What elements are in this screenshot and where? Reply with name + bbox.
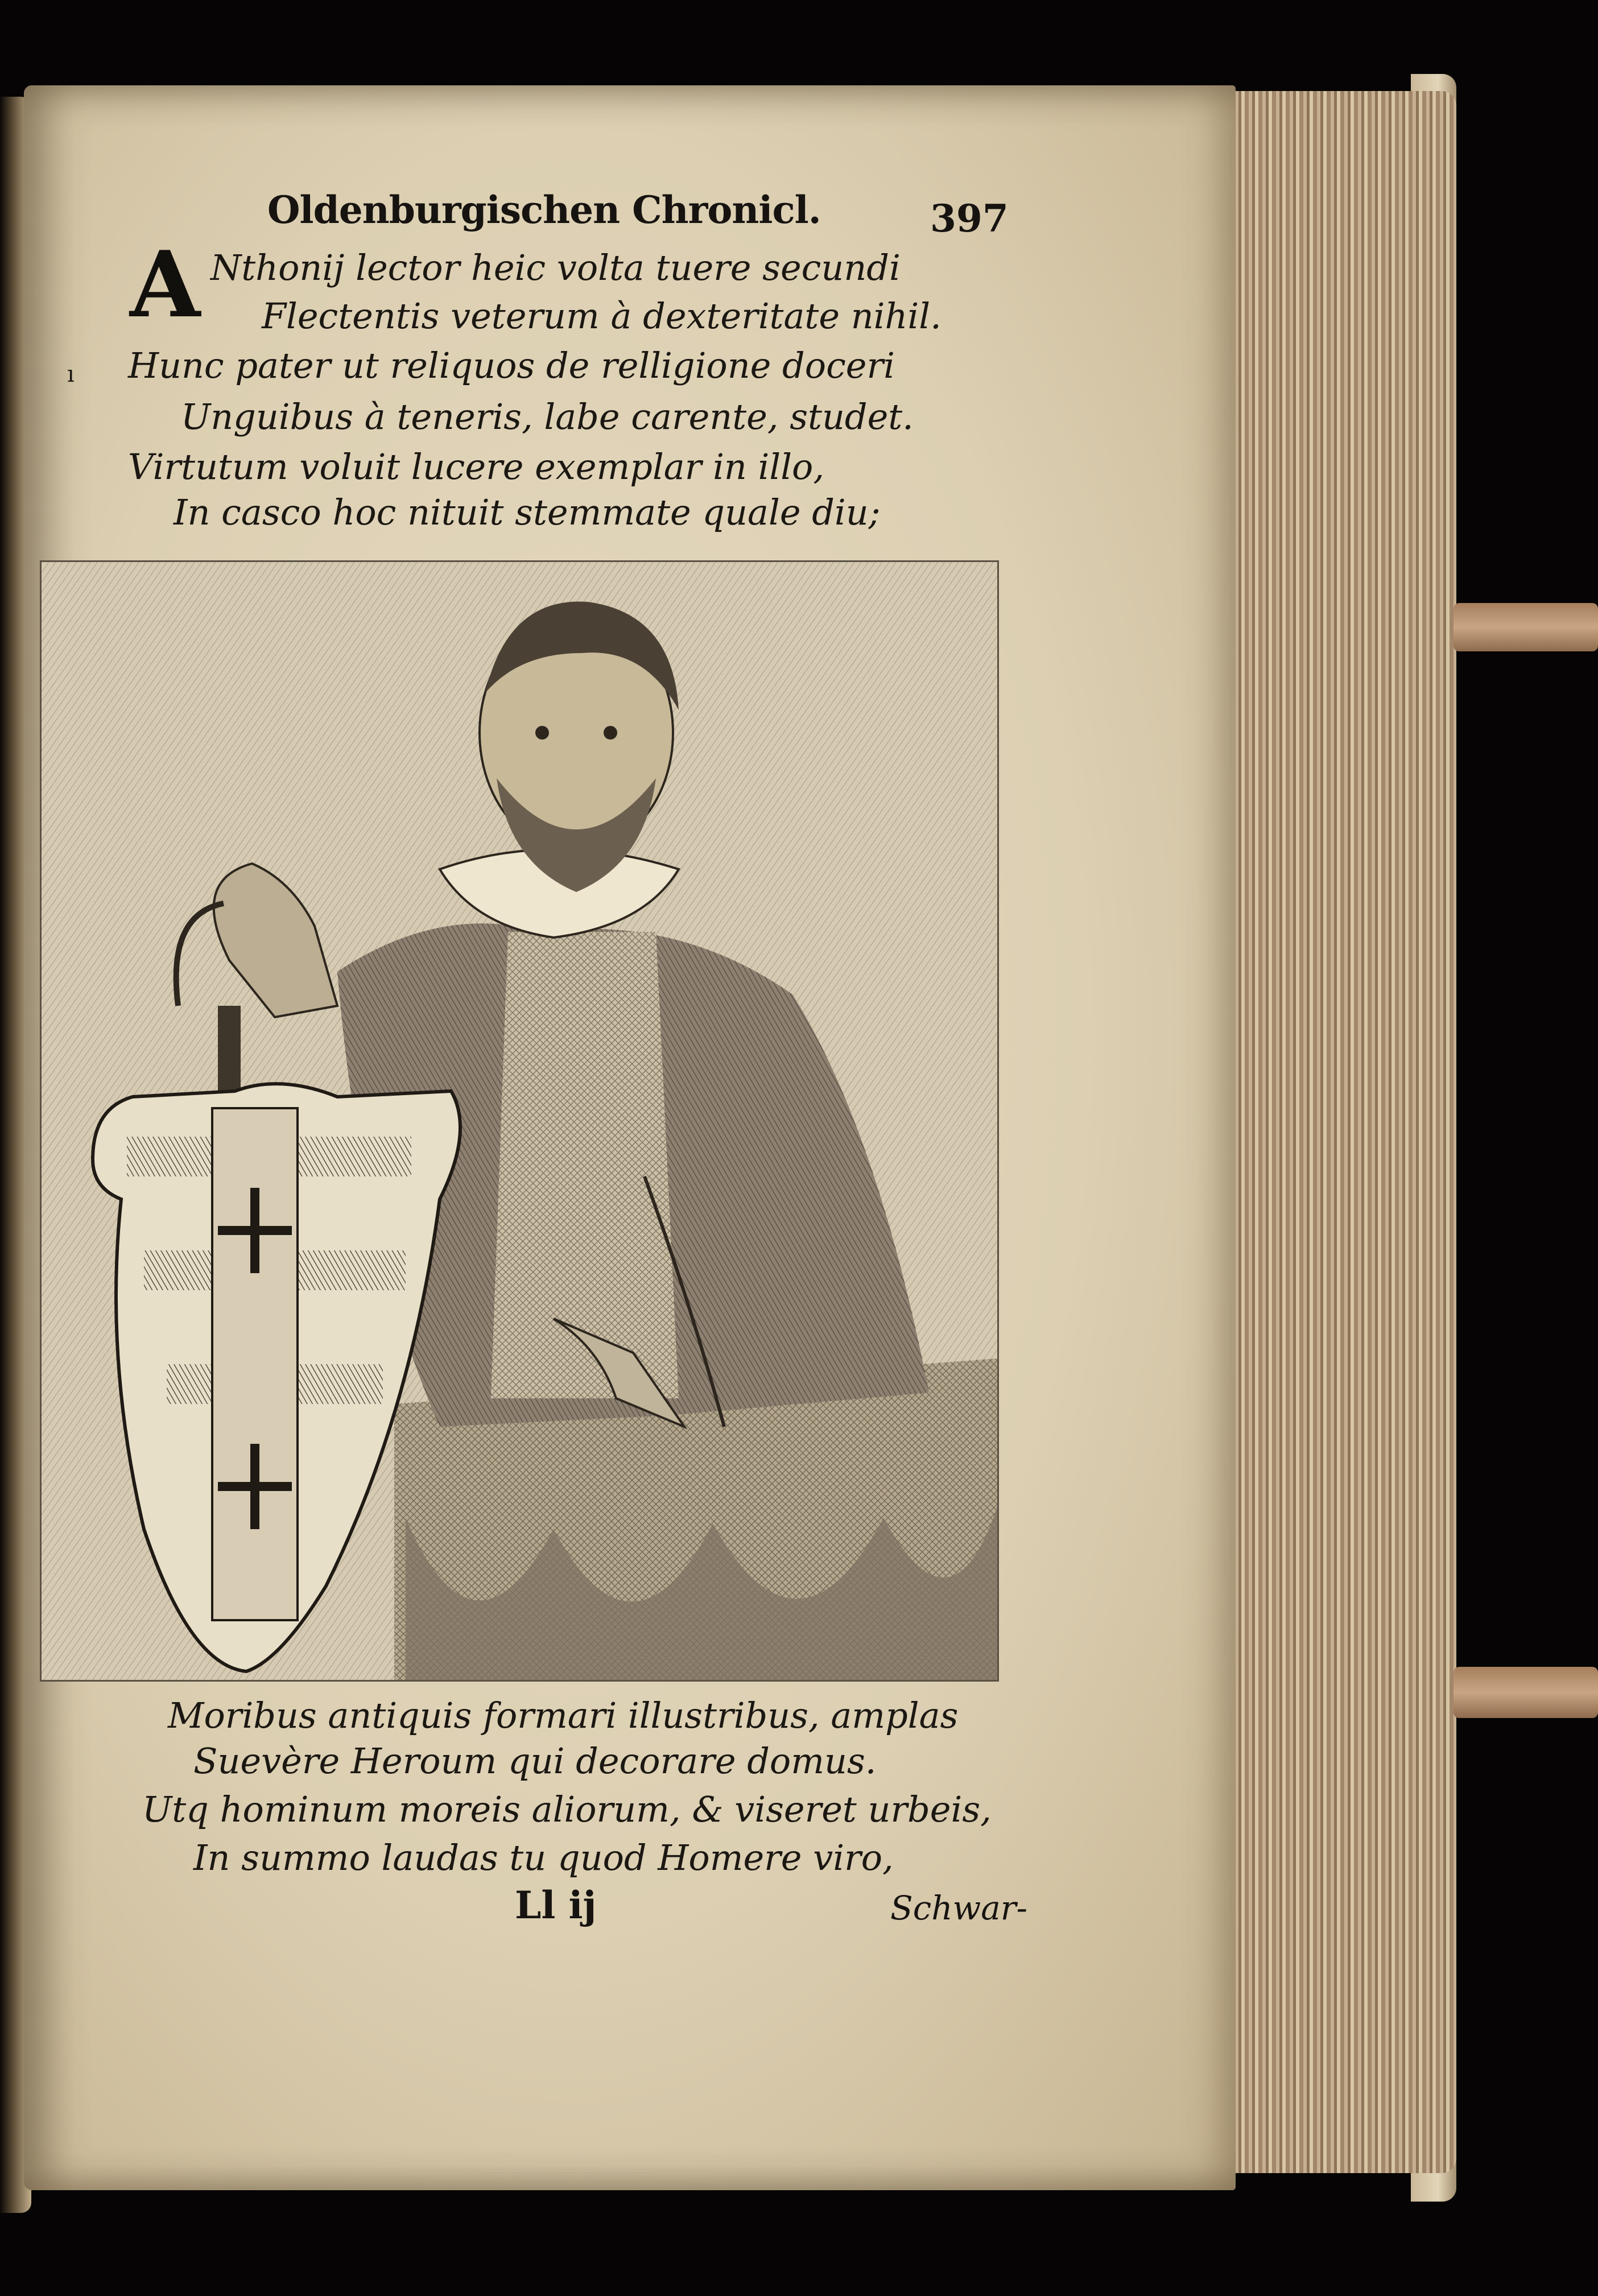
verse-line: Moribus antiquis formari illustribus, amplas [168, 1695, 959, 1736]
verse-line: Unguibus à teneris, labe carente, studet. [181, 396, 914, 437]
verse-line: Utq hominum moreis aliorum, & viseret urbeis, [142, 1789, 992, 1830]
catchword: Schwar- [890, 1889, 1028, 1927]
drop-cap: A [130, 231, 201, 338]
verse-line: Virtutum voluit lucere exemplar in illo, [128, 446, 825, 488]
verse-line: Hunc pater ut reliquos de relligione doceri [128, 345, 895, 386]
verse-line: Suevère Heroum qui decorare domus. [193, 1740, 877, 1782]
verse-line: In summo laudas tu quod Homere viro, [193, 1837, 894, 1878]
running-title: Oldenburgischen Chronicl. [267, 188, 821, 232]
engraved-portrait [40, 560, 999, 1682]
portrait-engraving-art [42, 562, 997, 1680]
verse-line: In casco hoc nituit stemmate quale diu; [174, 492, 881, 533]
page-block-fore-edge [1217, 91, 1456, 2173]
margin-mark: ı [67, 361, 75, 387]
verse-line: Flectentis veterum à dexteritate nihil. [262, 295, 942, 337]
signature-mark: Ll ij [515, 1883, 597, 1927]
page-number: 397 [930, 196, 1009, 241]
verse-line: Nthonij lector heic volta tuere secundi [210, 247, 901, 288]
binding-tie-lower [1454, 1667, 1598, 1718]
binding-tie-upper [1454, 603, 1598, 651]
